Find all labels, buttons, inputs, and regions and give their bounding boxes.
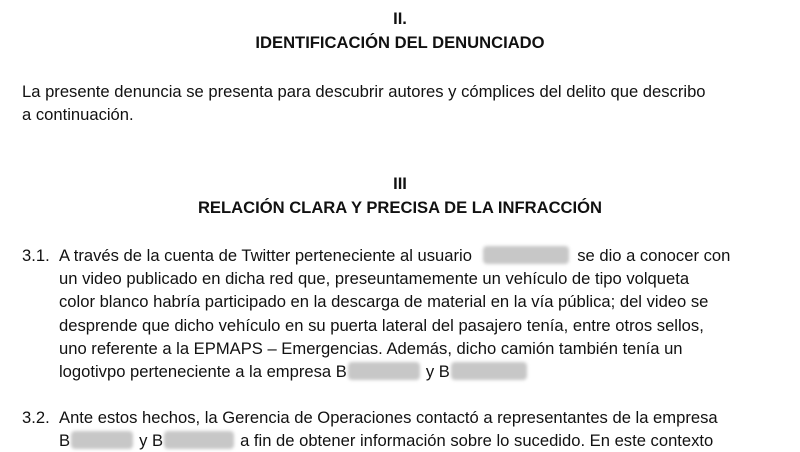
section-2-paragraph [22, 80, 760, 126]
paragraph-line: desprende que dicho vehículo en su puerta lateral del pasajero tenía, entre otros sellos, [59, 315, 704, 335]
text-segment: y B [425, 361, 450, 381]
item-number: 3.1. [22, 246, 50, 265]
section-3-number: III [393, 174, 407, 193]
redacted-company-name [71, 431, 133, 449]
redacted-company-name [164, 431, 234, 449]
redacted-company-name [451, 362, 527, 380]
paragraph-line: un video publicado en dicha red que, preseuntamemente un vehículo de tipo volqueta [59, 269, 690, 289]
text-segment: y B [139, 431, 164, 451]
section-3-title: RELACIÓN CLARA Y PRECISA DE LA INFRACCIÓN [197, 198, 603, 217]
paragraph-line: La presente denuncia se presenta para descubrir autores y cómplices del delito que describo [22, 82, 706, 101]
item-body [59, 406, 780, 452]
text-segment: se dio a conocer con [577, 246, 731, 265]
section-2-number: II. [393, 9, 407, 28]
text-segment: B [59, 431, 71, 451]
paragraph-line [59, 429, 780, 452]
text-segment: logotivpo perteneciente a la empresa B [59, 361, 347, 381]
redacted-username [483, 246, 569, 264]
redacted-company-name [348, 362, 420, 380]
paragraph-line: a continuación. [22, 105, 134, 125]
paragraph-line [59, 244, 780, 267]
text-segment: A través de la cuenta de Twitter perteneciente al usuario [59, 246, 472, 265]
item-body [59, 244, 780, 383]
paragraph-line: color blanco habría participado en la descarga de material en la vía pública; del video se [59, 292, 709, 312]
section-2-title: IDENTIFICACIÓN DEL DENUNCIADO [255, 33, 545, 52]
item-number: 3.2. [22, 408, 50, 427]
text-segment: a fin de obtener información sobre lo sucedido. En este contexto [240, 431, 714, 451]
paragraph-line [59, 360, 780, 383]
paragraph-line: Ante estos hechos, la Gerencia de Operaciones contactó a representantes de la empresa [59, 408, 718, 427]
paragraph-line: uno referente a la EPMAPS – Emergencias. Además, dicho camión también tenía un [59, 338, 683, 358]
